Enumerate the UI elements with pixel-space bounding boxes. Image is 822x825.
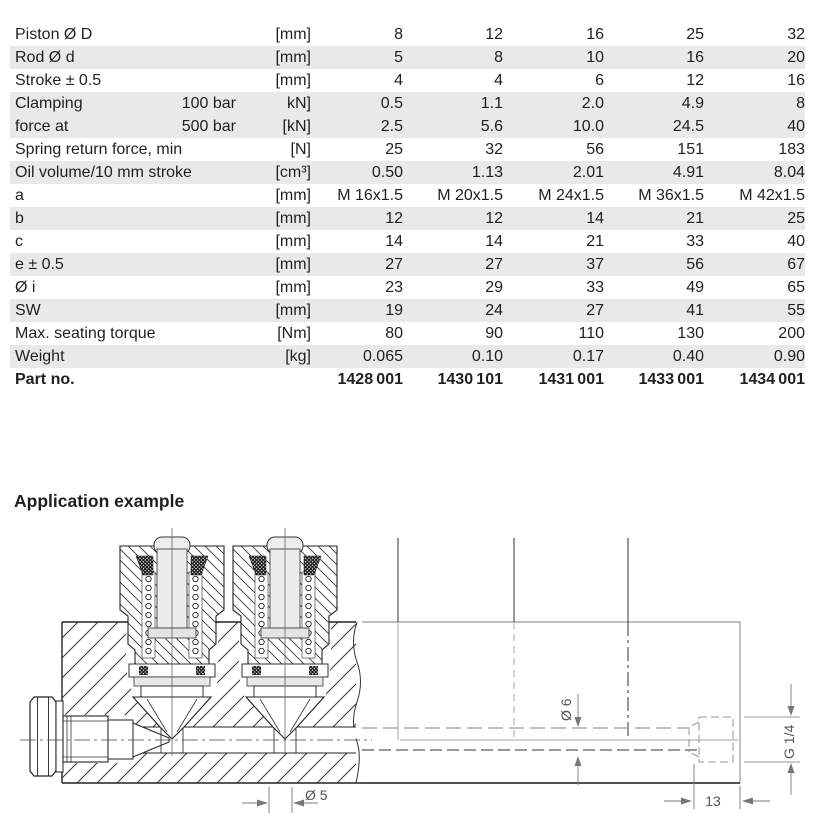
row-sublabel [155,69,236,92]
row-unit: [mm] [275,256,311,273]
cell-value: 1.1 [480,95,503,112]
dim-label-thread: G 1/4 [781,724,797,759]
cell-value: 8 [394,26,403,43]
cell-value: 21 [686,210,704,227]
table-row-part-no [10,368,805,391]
washer-seal [309,666,318,675]
row-sublabel [155,207,236,230]
workpiece-plate [362,622,740,783]
application-example-drawing [0,520,822,825]
cell-value: 25 [385,141,403,158]
cell-value: M 36x1.5 [638,187,704,204]
row-unit: [mm] [275,72,311,89]
application-example-heading: Application example [14,491,185,511]
washer-seal [139,666,148,675]
cell-value: 12 [485,26,503,43]
dimension-thread [744,684,800,795]
table-row [10,276,805,299]
cell-value: 32 [485,141,503,158]
cell-value: 8.04 [773,164,805,181]
cell-value: 27 [385,256,403,273]
table-row [10,161,805,184]
table-row [10,299,805,322]
cell-value: 1431 001 [538,371,604,388]
table-row [10,92,805,115]
cell-value: M 24x1.5 [538,187,604,204]
row-label: c [15,233,23,250]
row-unit: [mm] [275,302,311,319]
cell-value: 67 [787,256,805,273]
row-label: a [15,187,24,204]
row-label: Rod Ø d [15,49,75,66]
row-sublabel [155,138,236,161]
cell-value: 65 [787,279,805,296]
cell-value: 33 [686,233,704,250]
row-unit: [kg] [285,348,311,365]
cell-value: 25 [686,26,704,43]
cell-value: 27 [586,302,604,319]
dim-label-hole: Ø 5 [305,787,328,803]
cell-value: 0.50 [371,164,403,181]
cell-value: 151 [677,141,704,158]
row-label: Spring return force, min [15,141,183,158]
cell-value: 183 [778,141,805,158]
row-sublabel: 500 bar [181,118,236,135]
row-label: e ± 0.5 [15,256,64,273]
row-unit: [mm] [275,279,311,296]
table-row [10,207,805,230]
table-row [10,69,805,92]
cell-value: 29 [485,279,503,296]
cell-value: 40 [787,233,805,250]
cell-value: M 42x1.5 [739,187,805,204]
row-sublabel [155,23,236,46]
dimension-hole-diameter [242,787,328,813]
cell-value: 1434 001 [739,371,805,388]
table-row [10,138,805,161]
cell-value: 14 [385,233,403,250]
row-label: Oil volume/10 mm stroke [15,164,192,181]
row-unit: [cm³] [275,164,311,181]
cell-value: 55 [787,302,805,319]
row-unit: [N] [290,141,311,158]
cell-value: 0.065 [362,348,403,365]
cell-value: 25 [787,210,805,227]
cell-value: 23 [385,279,403,296]
dim-label-depth: 13 [705,793,721,809]
row-label: Piston Ø D [15,26,93,43]
cell-value: 90 [485,325,503,342]
cell-value: 24 [485,302,503,319]
table-row [10,253,805,276]
dim-label-channel: Ø 6 [558,698,574,721]
row-unit: [kN] [282,118,311,135]
cell-value: 16 [787,72,805,89]
cell-value: 8 [796,95,805,112]
cell-value: 4 [394,72,403,89]
cell-value: 0.10 [471,348,503,365]
row-sublabel: 100 bar [181,95,236,112]
row-sublabel [155,322,236,345]
cell-value: 2.01 [572,164,604,181]
row-unit: [mm] [275,233,311,250]
cell-value: 12 [686,72,704,89]
cell-value: 5.6 [480,118,503,135]
cell-value: 56 [586,141,604,158]
cell-value: 4.91 [672,164,704,181]
cell-value: 2.5 [380,118,403,135]
cell-value: 8 [494,49,503,66]
row-label: force at [15,118,69,135]
table-row [10,345,805,368]
row-sublabel [155,368,236,391]
row-unit: [mm] [275,49,311,66]
cell-value: 0.17 [572,348,604,365]
cell-value: 32 [787,26,805,43]
cell-value: 1.13 [471,164,503,181]
cell-value: 12 [385,210,403,227]
table-row [10,23,805,46]
cell-value: 49 [686,279,704,296]
row-sublabel [155,184,236,207]
spec-table [10,23,805,391]
row-label: Ø i [15,279,36,296]
cell-value: 24.5 [672,118,704,135]
cell-value: 20 [787,49,805,66]
row-label: SW [15,302,41,319]
cell-value: 6 [595,72,604,89]
cell-value: 200 [778,325,805,342]
row-unit: kN] [287,95,311,112]
cell-value: 56 [686,256,704,273]
cell-value: 130 [677,325,704,342]
table-row [10,115,805,138]
cell-value: 10 [586,49,604,66]
cell-value: 27 [485,256,503,273]
cell-value: 1430 101 [437,371,503,388]
cell-value: 14 [485,233,503,250]
cell-value: 2.0 [581,95,604,112]
cell-value: 10.0 [572,118,604,135]
row-label: Stroke ± 0.5 [15,72,102,89]
row-unit [236,368,311,391]
row-sublabel [155,299,236,322]
washer-seal [252,666,261,675]
row-sublabel [155,230,236,253]
table-row [10,230,805,253]
row-label: Max. seating torque [15,325,156,342]
cell-value: 12 [485,210,503,227]
row-unit: [mm] [275,26,311,43]
row-label: b [15,210,24,227]
cell-value: 19 [385,302,403,319]
cell-value: 0.90 [773,348,805,365]
row-sublabel [155,276,236,299]
cell-value: 110 [578,325,604,342]
row-label: Clamping [15,95,83,112]
row-sublabel [155,46,236,69]
row-unit: [mm] [275,210,311,227]
row-sublabel [155,345,236,368]
cell-value: 41 [686,302,704,319]
cell-value: 16 [686,49,704,66]
cell-value: 40 [787,118,805,135]
row-label: Part no. [15,371,75,388]
cell-value: 21 [586,233,604,250]
row-label: Weight [15,348,65,365]
row-unit: [mm] [275,187,311,204]
cell-value: 4.9 [681,95,704,112]
cell-value: 0.5 [380,95,403,112]
cell-value: M 20x1.5 [437,187,503,204]
cell-value: 80 [385,325,403,342]
row-sublabel [155,253,236,276]
cell-value: 1433 001 [638,371,704,388]
cell-value: 1428 001 [337,371,403,388]
cell-value: 4 [494,72,503,89]
cell-value: 37 [586,256,604,273]
cell-value: 14 [586,210,604,227]
row-unit: [Nm] [277,325,311,342]
cell-value: M 16x1.5 [337,187,403,204]
cell-value: 33 [586,279,604,296]
cell-value: 0.40 [672,348,704,365]
washer-seal [196,666,205,675]
table-row [10,184,805,207]
table-row [10,46,805,69]
table-row [10,322,805,345]
cell-value: 16 [586,26,604,43]
cell-value: 5 [394,49,403,66]
row-sublabel [155,161,236,184]
